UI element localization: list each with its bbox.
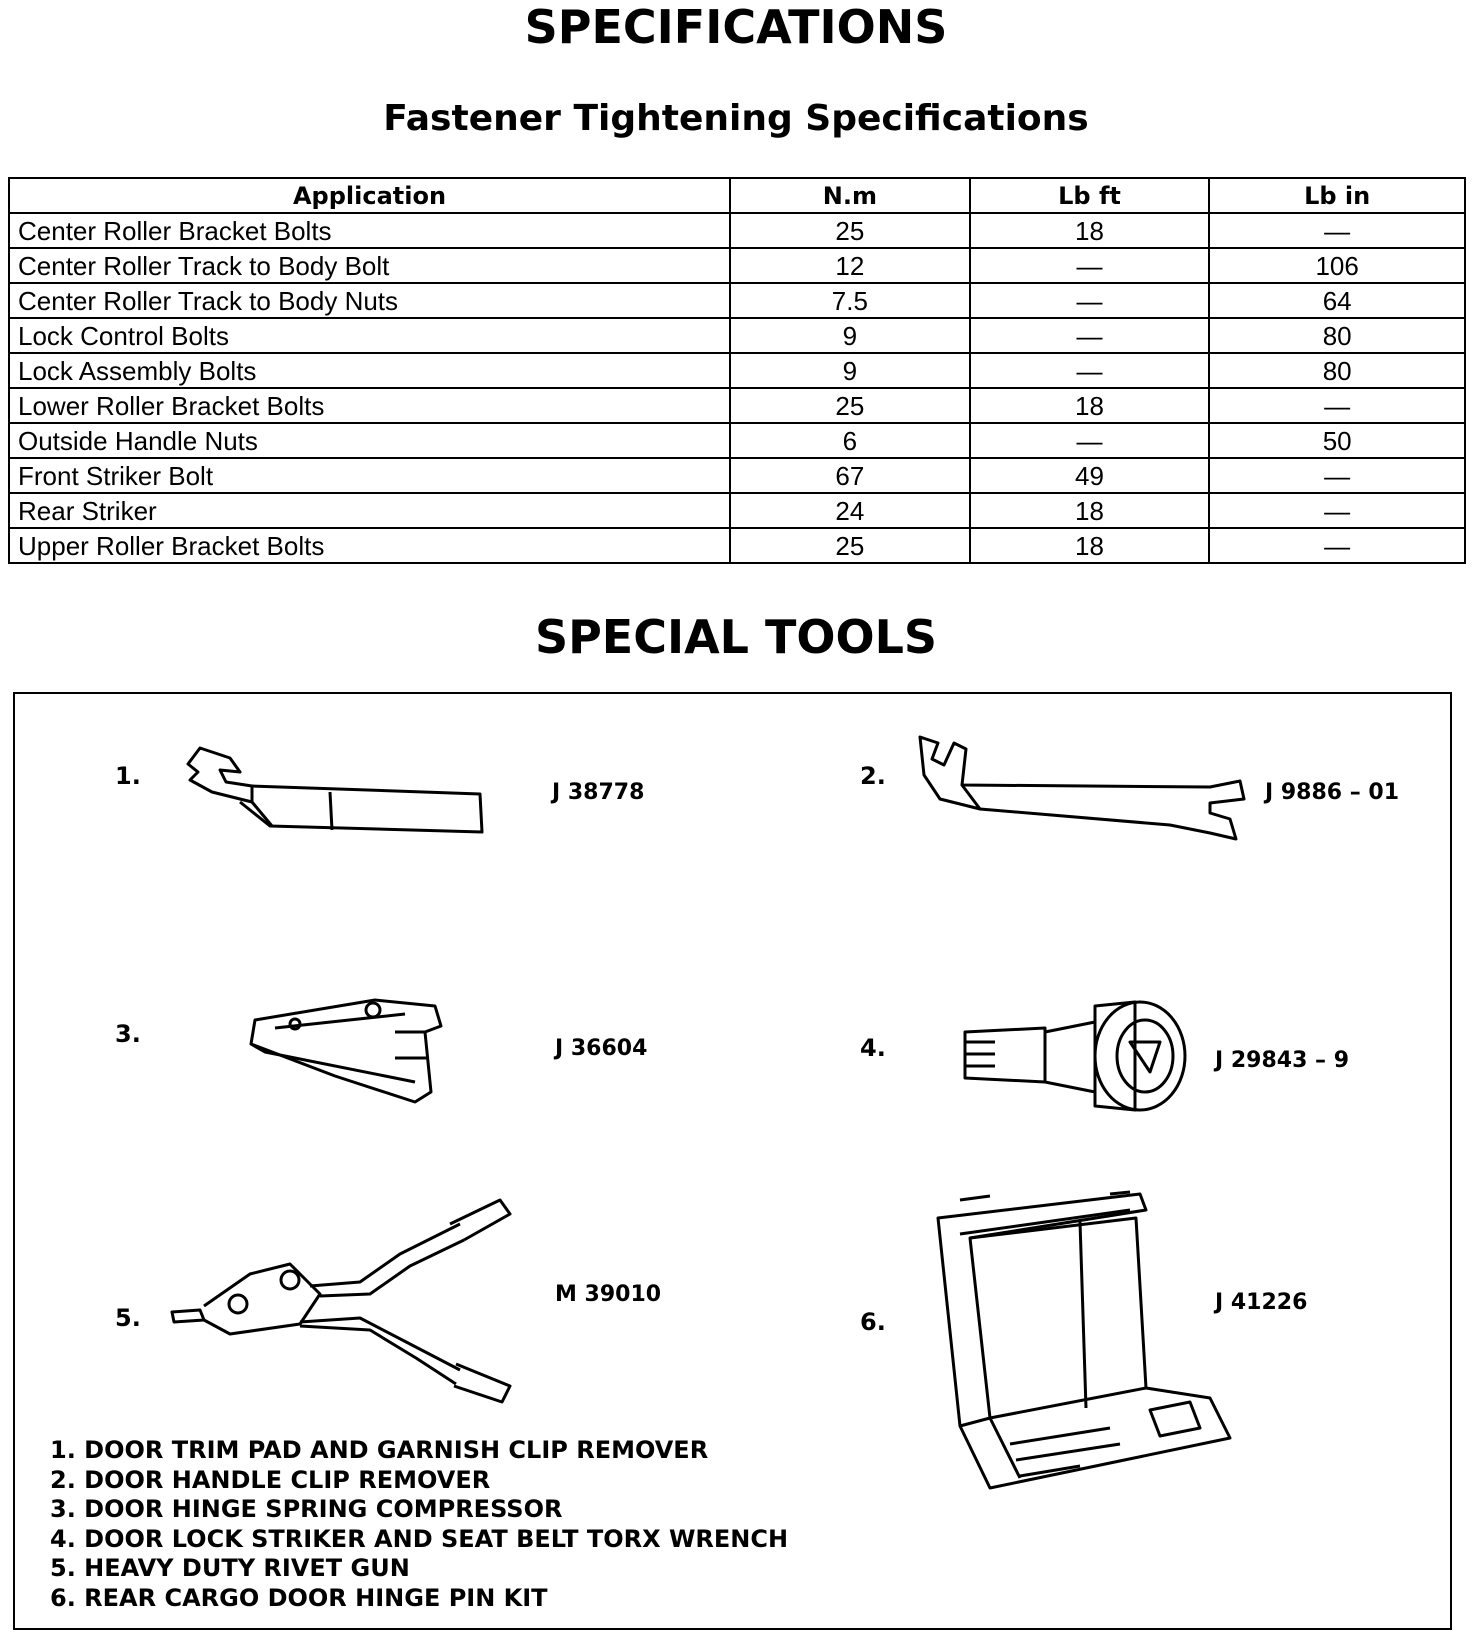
table-row: [9, 458, 1465, 493]
cell-nm: 25: [730, 528, 970, 563]
tool-5-number: 5.: [115, 1304, 141, 1332]
legend-item: 2. DOOR HANDLE CLIP REMOVER: [50, 1465, 491, 1494]
tool-2-number: 2.: [860, 762, 886, 790]
header-application: Application: [9, 178, 730, 213]
cell-nm: 25: [730, 388, 970, 423]
table-row: [9, 353, 1465, 388]
table-row: [9, 318, 1465, 353]
table-row: [9, 388, 1465, 423]
cell-nm: 24: [730, 493, 970, 528]
rivet-gun-icon: [160, 1194, 530, 1404]
cell-lbft: —: [970, 423, 1210, 458]
cell-application: Lock Assembly Bolts: [9, 353, 730, 388]
cell-application: Center Roller Track to Body Nuts: [9, 283, 730, 318]
tool-1-code: J 38778: [552, 780, 645, 805]
cell-application: Outside Handle Nuts: [9, 423, 730, 458]
cell-lbft: 18: [970, 493, 1210, 528]
header-lbin: Lb in: [1209, 178, 1465, 213]
cell-nm: 9: [730, 318, 970, 353]
cell-application: Lock Control Bolts: [9, 318, 730, 353]
table-row: [9, 493, 1465, 528]
cell-nm: 12: [730, 248, 970, 283]
tool-3-code: J 36604: [555, 1036, 648, 1061]
tool-3-number: 3.: [115, 1020, 141, 1048]
cell-application: Center Roller Bracket Bolts: [9, 213, 730, 248]
spring-compressor-icon: [235, 992, 455, 1112]
hinge-pin-kit-icon: [930, 1188, 1260, 1498]
cell-lbft: —: [970, 318, 1210, 353]
torx-wrench-icon: [955, 992, 1195, 1117]
tool-6-code: J 41226: [1215, 1290, 1308, 1315]
legend-item: 6. REAR CARGO DOOR HINGE PIN KIT: [50, 1583, 548, 1612]
cell-lbin: 80: [1209, 318, 1465, 353]
cell-application: Center Roller Track to Body Bolt: [9, 248, 730, 283]
cell-lbft: 18: [970, 388, 1210, 423]
tool-4-number: 4.: [860, 1034, 886, 1062]
cell-nm: 67: [730, 458, 970, 493]
cell-lbin: —: [1209, 388, 1465, 423]
cell-lbft: 18: [970, 528, 1210, 563]
special-tools-box: [13, 692, 1452, 1630]
cell-lbin: —: [1209, 493, 1465, 528]
cell-lbft: —: [970, 283, 1210, 318]
tool-2-code: J 9886 – 01: [1265, 780, 1400, 805]
cell-application: Rear Striker: [9, 493, 730, 528]
cell-lbin: —: [1209, 458, 1465, 493]
tool-6-number: 6.: [860, 1308, 886, 1336]
cell-nm: 7.5: [730, 283, 970, 318]
header-lbft: Lb ft: [970, 178, 1210, 213]
legend-item: 4. DOOR LOCK STRIKER AND SEAT BELT TORX WRENCH: [50, 1524, 789, 1553]
cell-lbin: —: [1209, 528, 1465, 563]
cell-nm: 25: [730, 213, 970, 248]
cell-lbin: —: [1209, 213, 1465, 248]
table-row: [9, 528, 1465, 563]
legend-item: 5. HEAVY DUTY RIVET GUN: [50, 1554, 410, 1582]
cell-nm: 6: [730, 423, 970, 458]
table-row: [9, 213, 1465, 248]
table-header-row: [9, 178, 1465, 213]
cell-lbin: 106: [1209, 248, 1465, 283]
cell-lbft: —: [970, 353, 1210, 388]
table-row: [9, 248, 1465, 283]
tool-5-code: M 39010: [555, 1282, 662, 1307]
cell-lbin: 64: [1209, 283, 1465, 318]
cell-lbft: —: [970, 248, 1210, 283]
tool-4-code: J 29843 – 9: [1215, 1048, 1350, 1073]
section-title-fastener: Fastener Tightening Specifications: [383, 98, 1089, 139]
cell-application: Lower Roller Bracket Bolts: [9, 388, 730, 423]
section-title-special-tools: SPECIAL TOOLS: [534, 610, 938, 664]
cell-lbft: 49: [970, 458, 1210, 493]
table-row: [9, 423, 1465, 458]
legend-item: 3. DOOR HINGE SPRING COMPRESSOR: [50, 1495, 563, 1523]
cell-nm: 9: [730, 353, 970, 388]
cell-application: Upper Roller Bracket Bolts: [9, 528, 730, 563]
cell-lbin: 50: [1209, 423, 1465, 458]
legend-item: 1. DOOR TRIM PAD AND GARNISH CLIP REMOVER: [50, 1436, 709, 1464]
tool-1-number: 1.: [115, 762, 141, 790]
clip-remover-icon: [180, 742, 510, 837]
handle-clip-remover-icon: [910, 729, 1260, 844]
cell-lbin: 80: [1209, 353, 1465, 388]
page-title: SPECIFICATIONS: [524, 0, 948, 54]
tools-legend: [50, 1436, 788, 1613]
cell-application: Front Striker Bolt: [9, 458, 730, 493]
fastener-spec-table: [8, 177, 1466, 564]
header-nm: N.m: [730, 178, 970, 213]
table-row: [9, 283, 1465, 318]
cell-lbft: 18: [970, 213, 1210, 248]
